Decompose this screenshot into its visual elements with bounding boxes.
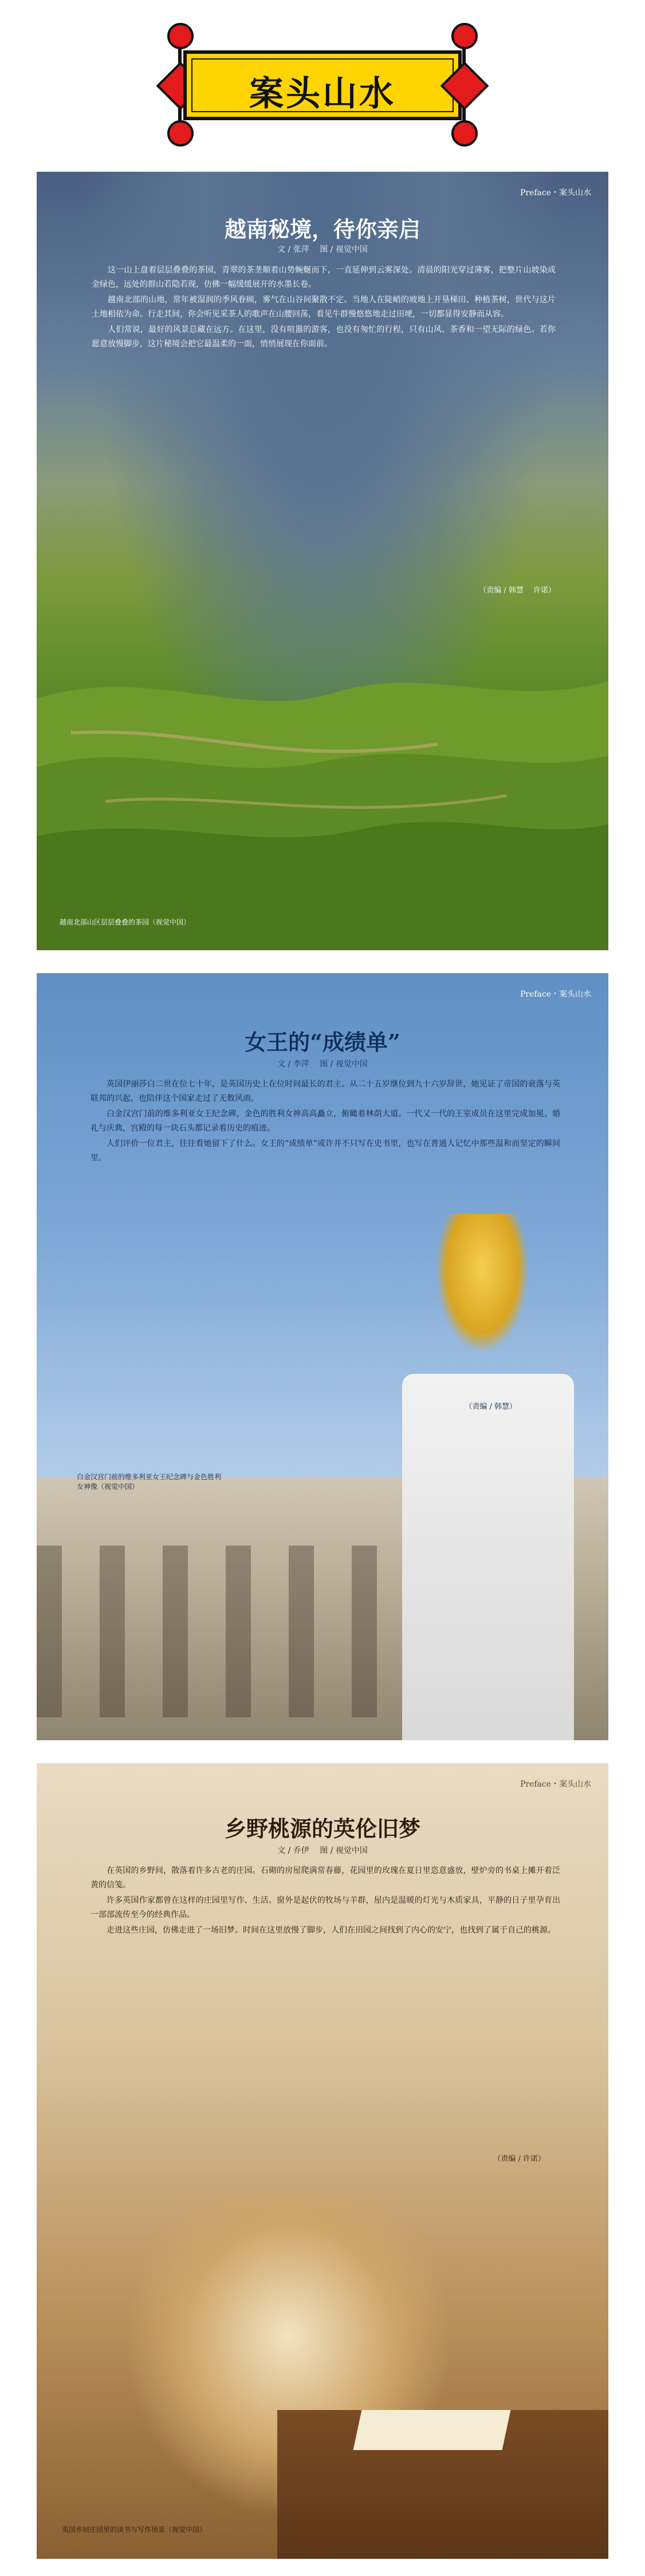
paragraph: 白金汉宫门前的维多利亚女王纪念碑，金色的胜利女神高高矗立，俯瞰着林荫大道。一代又一代的王室成员在这里完成加冕、婚礼与庆典，宫殿的每一块石头都记录着历史的痕迹。 [91,1109,560,1133]
editor-sign: （责编 / 韩慧 许诺） [479,586,556,595]
photo-caption: 白金汉宫门前的维多利亚女王纪念碑与金色胜利女神像（视觉中国） [77,1473,222,1491]
preface-label: Preface・案头山水 [520,1780,591,1789]
article-byline: 文 / 乔伊 图 / 视觉中国 [277,1846,368,1855]
photo-caption: 英国乡间庄园里的读书与写作场景（视觉中国） [62,2526,207,2534]
article-panel-vietnam [37,172,608,950]
paragraph: 越南北部的山地，常年被湿润的季风眷顾，雾气在山谷间聚散不定。当地人在陡峭的坡地上开垦梯田、种植茶树，世代与这片土地相依为命。行走其间，你会听见采茶人的歌声在山腰回荡，看见牛群慢悠悠地走过田埂，一切都显得安静而从容。 [92,295,556,319]
tea-hills-illustration [37,595,608,950]
paragraph: 走进这些庄园，仿佛走进了一场旧梦。时间在这里放慢了脚步，人们在田园之间找到了内心的安宁，也找到了属于自己的桃源。 [107,1926,556,1935]
article-title: 乡野桃源的英伦旧梦 [224,1816,420,1842]
section-title: 案头山水 [249,74,396,114]
paragraph: 人们常说，最好的风景总藏在远方。在这里，没有喧嚣的游客，也没有匆忙的行程，只有山风、茶香和一望无际的绿色。若你愿意放慢脚步，这片秘境会把它最温柔的一面，悄悄展现在你面前。 [92,325,556,349]
article-panel-queen [37,973,608,1740]
memorial-monument [402,1374,574,1740]
editor-sign: （责编 / 韩慧） [465,1402,517,1411]
paragraph: 许多英国作家都曾在这样的庄园里写作、生活。窗外是起伏的牧场与羊群，屋内是温暖的灯光与木质家具，平静的日子里孕育出一部部流传至今的经典作品。 [91,1896,560,1919]
preface-label: Preface・案头山水 [520,188,591,197]
palace-windows [37,1546,403,1717]
paragraph: 在英国的乡野间，散落着许多古老的庄园。石砌的房屋爬满常春藤，花园里的玫瑰在夏日里恣意盛放，壁炉旁的书桌上摊开着泛黄的信笺。 [91,1866,560,1890]
paragraph: 人们评价一位君主，往往看她留下了什么。女王的“成绩单”或许并不只写在史书里，也写在普通人记忆中那些温和而坚定的瞬间里。 [91,1139,560,1163]
article-body [91,1864,560,1939]
golden-statue [436,1214,528,1351]
article-body [91,1077,560,1167]
article-title: 越南秘境，待你亲启 [224,216,420,242]
article-byline: 文 / 张萍 图 / 视觉中国 [277,245,368,254]
section-header [0,0,645,155]
editor-sign: （责编 / 许诺） [493,2155,545,2163]
preface-label: Preface・案头山水 [520,990,591,999]
lantern-ornament-right [439,23,490,149]
article-byline: 文 / 李萍 图 / 视觉中国 [277,1060,368,1069]
paragraph: 英国伊丽莎白二世在位七十年，是英国历史上在位时间最长的君主。从二十五岁继位到九十六岁辞世，她见证了帝国的衰落与英联邦的兴起，也陪伴这个国家走过了无数风雨。 [91,1080,560,1103]
photo-caption: 越南北部山区层层叠叠的茶园（视觉中国） [60,918,191,926]
letter-paper [353,2410,511,2450]
article-panel-countryside [37,1763,608,2559]
article-body [92,263,556,353]
section-title-badge [183,50,462,120]
paragraph: 这一山上盘着层层叠叠的茶园，青翠的茶垄顺着山势蜿蜒而下，一直延伸到云雾深处。清晨的阳光穿过薄雾，把整片山坡染成金绿色，远处的群山若隐若现，仿佛一幅缓缓展开的水墨长卷。 [92,266,556,289]
article-title: 女王的“成绩单” [245,1029,400,1055]
